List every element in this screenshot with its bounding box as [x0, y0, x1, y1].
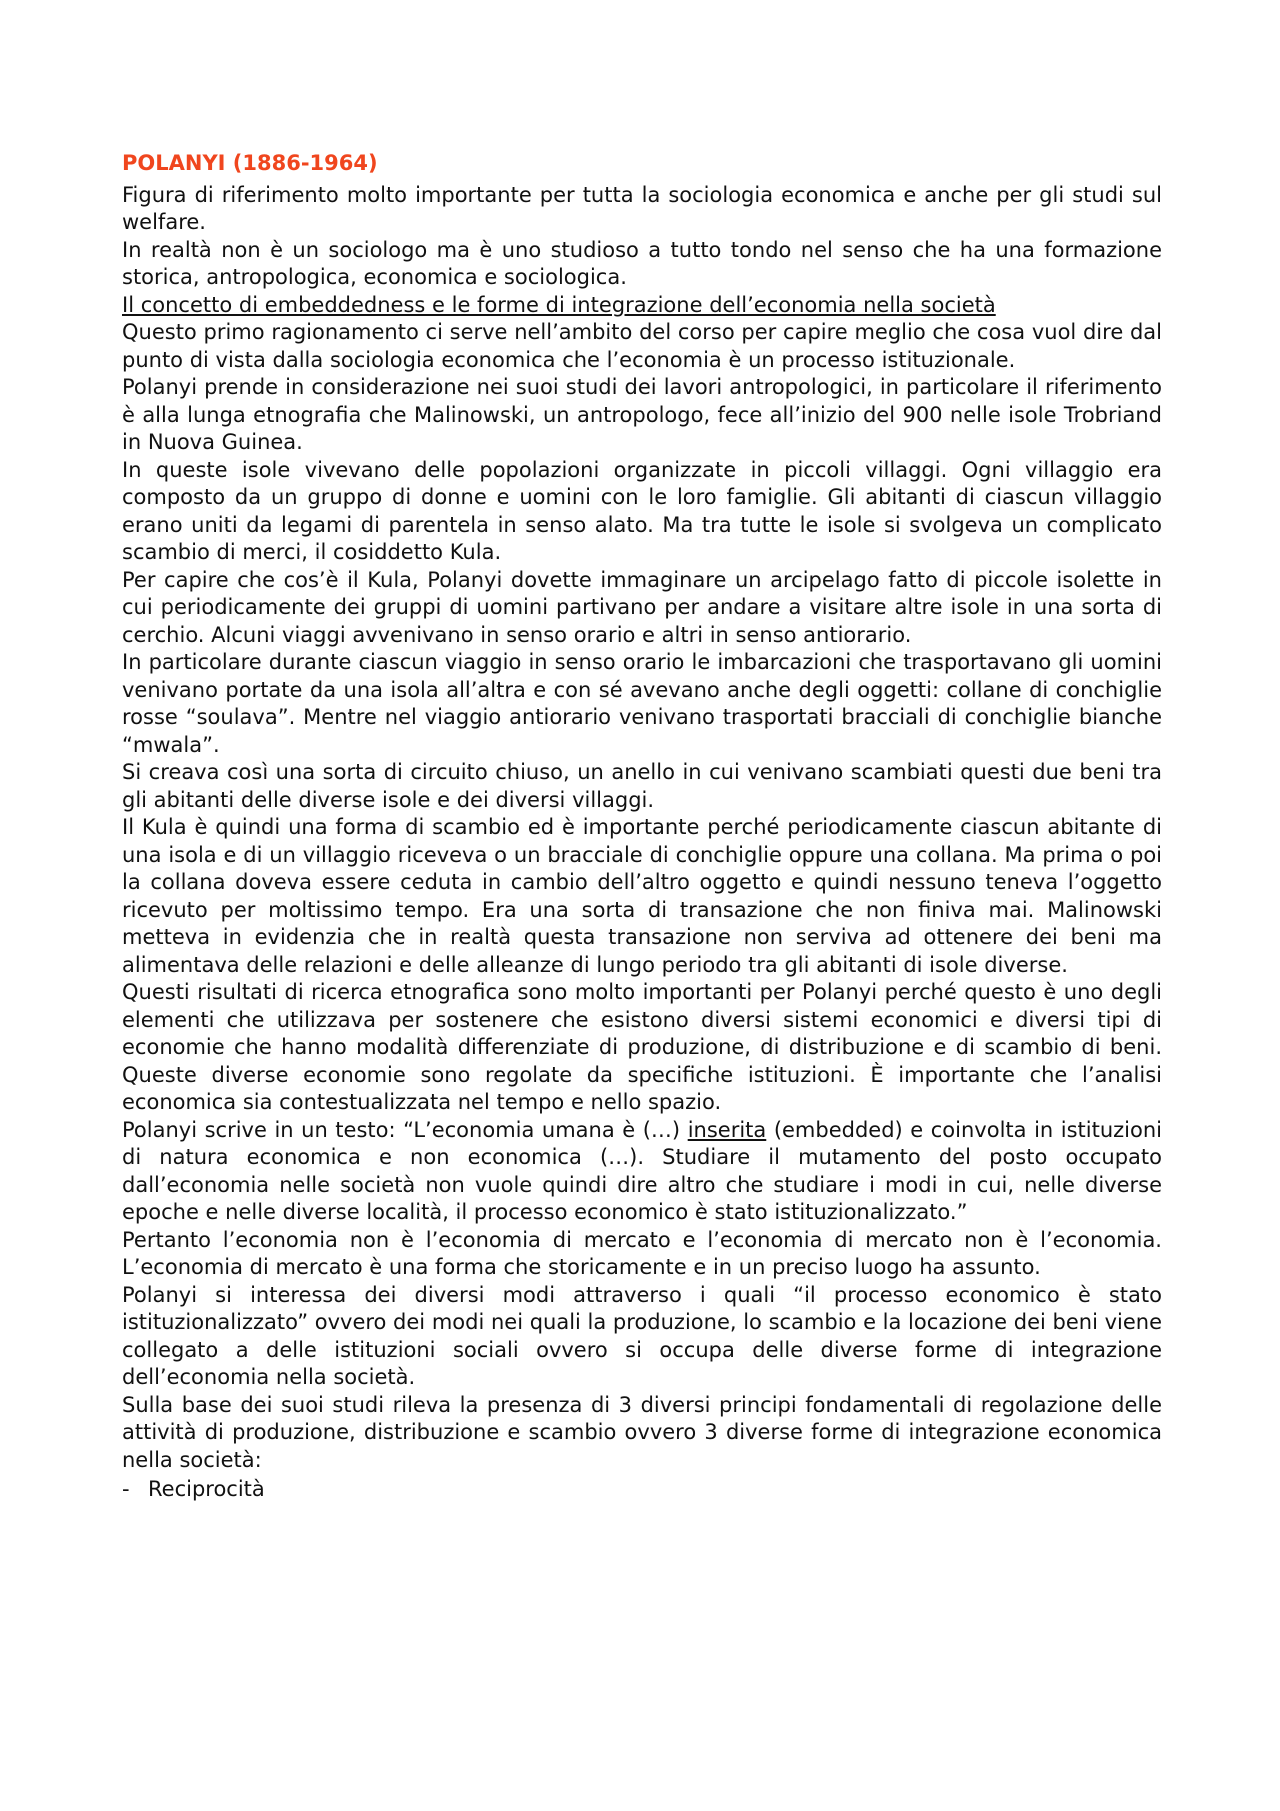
paragraph-7: In particolare durante ciascun viaggio in senso orario le imbarcazioni che trasportavano gli uomini venivano portate da una isola all’altra e con sé avevano anche degli oggetti: collane di conchiglie rosse “soulava”. Mentre nel viaggio antiorario venivano trasportati bracciali di conchiglie bianche “mwala”.	[122, 650, 1162, 757]
document-page	[122, 150, 1162, 1504]
paragraph-13: Polanyi si interessa dei diversi modi attraverso i quali “il processo economico è stato istituzionalizzato” ovvero dei modi nei quali la produzione, lo scambio e la locazione dei beni viene collegato a delle istituzioni sociali ovvero si occupa delle diverse forme di integrazione dell’economia nella società.	[122, 1282, 1162, 1389]
quote-text-end: (embedded) e coinvolta in istituzioni di natura economica e non economica (…). Studiare il mutamento del posto occupato dall’economia nelle società non vuole quindi dire altro che studiare i modi in cui, nelle diverse epoche e nelle diverse località, il processo economico è stato istituzionalizzato.”	[122, 1117, 1162, 1224]
paragraph-11-quote	[122, 1117, 1162, 1227]
list-item	[122, 1476, 1162, 1504]
paragraph-6: Per capire che cos’è il Kula, Polanyi dovette immaginare un arcipelago fatto di piccole isolette in cui periodicamente dei gruppi di uomini partivano per andare a visitare altre isole in una sorta di cerchio. Alcuni viaggi avvenivano in senso orario e altri in senso antiorario.	[122, 567, 1162, 647]
paragraph-1: Figura di riferimento molto importante per tutta la sociologia economica e anche per gli studi sul welfare.	[122, 182, 1162, 234]
paragraph-2: In realtà non è un sociologo ma è uno studioso a tutto tondo nel senso che ha una formazione storica, antropologica, economica e sociologica.	[122, 237, 1162, 289]
paragraph-10: Questi risultati di ricerca etnografica sono molto importanti per Polanyi perché questo è uno degli elementi che utilizzava per sostenere che esistono diversi sistemi economici e diversi tipi di economie che hanno modalità differenziate di produzione, di distribuzione e di scambio di beni. Queste diverse economie sono regolate da specifiche istituzioni. È importante che l’analisi economica sia contestualizzata nel tempo e nello spazio.	[122, 980, 1162, 1114]
underlined-word: inserita	[687, 1117, 767, 1142]
section-subheading: Il concetto di embeddedness e le forme di integrazione dell’economia nella società	[122, 292, 996, 317]
document-title: POLANYI (1886-1964)	[122, 151, 378, 175]
paragraph-8: Si creava così una sorta di circuito chiuso, un anello in cui venivano scambiati questi due beni tra gli abitanti delle diverse isole e dei diversi villaggi.	[122, 760, 1162, 812]
list-item-text: Reciprocità	[148, 1477, 265, 1501]
paragraph-14: Sulla base dei suoi studi rileva la presenza di 3 diversi principi fondamentali di regolazione delle attività di produzione, distribuzione e scambio ovvero 3 diverse forme di integrazione economica nella società:	[122, 1392, 1162, 1472]
paragraph-5: In queste isole vivevano delle popolazioni organizzate in piccoli villaggi. Ogni villaggio era composto da un gruppo di donne e uomini con le loro famiglie. Gli abitanti di ciascun villaggio erano uniti da legami di parentela in senso alato. Ma tra tutte le isole si svolgeva un complicato scambio di merci, il cosiddetto Kula.	[122, 457, 1162, 564]
paragraph-4: Polanyi prende in considerazione nei suoi studi dei lavori antropologici, in particolare il riferimento è alla lunga etnografia che Malinowski, un antropologo, fece all’inizio del 900 nelle isole Trobriand in Nuova Guinea.	[122, 375, 1162, 454]
quote-text-start: Polanyi scrive in un testo: “L’economia umana è (…)	[122, 1117, 688, 1142]
paragraph-3: Questo primo ragionamento ci serve nell’ambito del corso per capire meglio che cosa vuol dire dal punto di vista dalla sociologia economica che l’economia è un processo istituzionale.	[122, 320, 1162, 372]
paragraph-12: Pertanto l’economia non è l’economia di mercato e l’economia di mercato non è l’economia. L’economia di mercato è una forma che storicamente e in un preciso luogo ha assunto.	[122, 1227, 1162, 1279]
paragraph-9: Il Kula è quindi una forma di scambio ed è importante perché periodicamente ciascun abitante di una isola e di un villaggio riceveva o un bracciale di conchiglie oppure una collana. Ma prima o poi la collana doveva essere ceduta in cambio dell’altro oggetto e quindi nessuno teneva l’oggetto ricevuto per moltissimo tempo. Era una sorta di transazione che non finiva mai. Malinowski metteva in evidenzia che in realtà questa transazione non serviva ad ottenere dei beni ma alimentava delle relazioni e delle alleanze di lungo periodo tra gli abitanti di isole diverse.	[122, 815, 1162, 977]
list-item-marker: -	[122, 1477, 130, 1501]
principles-list	[122, 1476, 1162, 1504]
